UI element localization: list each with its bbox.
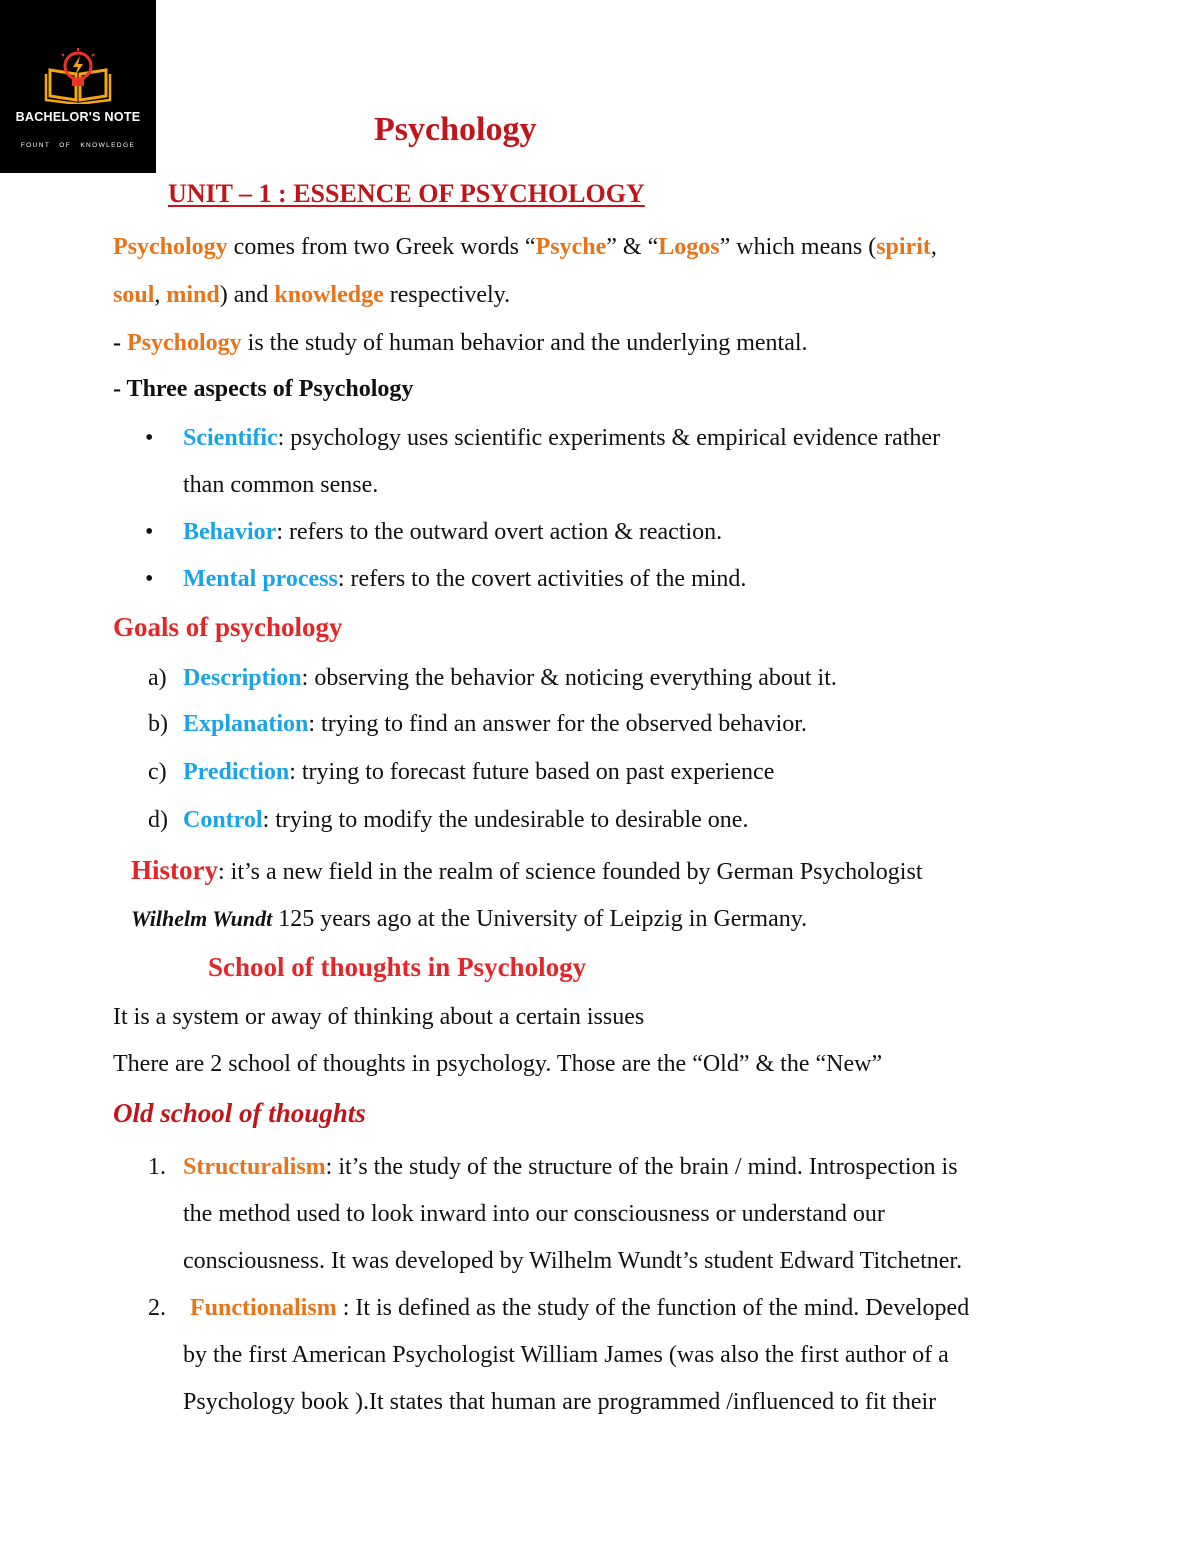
goal-marker: c): [148, 759, 167, 785]
intro-line-1: [113, 235, 937, 259]
term-psychology: Psychology: [113, 234, 228, 260]
aspect-term: Behavior: [183, 519, 277, 545]
school-paragraph: There are 2 school of thoughts in psychology. Those are the “Old” & the “New”: [113, 1051, 883, 1077]
old-item-line: [190, 1296, 969, 1320]
school-heading: School of thoughts in Psychology: [208, 952, 587, 982]
old-item-line: [183, 1155, 958, 1179]
aspect-item: [183, 567, 746, 591]
goal-marker: b): [148, 711, 168, 737]
term-soul: soul: [113, 282, 155, 308]
intro-text: ,: [930, 234, 937, 260]
goal-term: Prediction: [183, 759, 290, 785]
aspect-item: [183, 426, 940, 450]
old-item-line: by the first American Psychologist William James (was also the first author of a: [183, 1342, 949, 1368]
term-spirit: spirit: [876, 234, 931, 260]
history-text: 125 years ago at the University of Leipzig in Germany.: [272, 906, 808, 932]
unit-heading: UNIT – 1 : ESSENCE OF PSYCHOLOGY: [168, 179, 645, 208]
goal-item: [183, 760, 774, 784]
history-text: : it’s a new field in the realm of science founded by German Psychologist: [218, 859, 923, 885]
old-item-line: Psychology book ).It states that human are programmed /influenced to fit their: [183, 1389, 937, 1415]
dash: -: [113, 330, 127, 356]
goal-item: [183, 808, 748, 832]
bullet-marker: •: [145, 566, 154, 592]
intro-text: comes from two Greek words “: [227, 234, 536, 260]
logo-title: BACHELOR'S NOTE: [15, 110, 141, 124]
goal-item: [183, 666, 837, 690]
definition-line: [113, 331, 808, 355]
goal-marker: a): [148, 665, 167, 691]
goal-text: : observing the behavior & noticing everything about it.: [301, 665, 837, 691]
aspect-text: : psychology uses scientific experiments & empirical evidence rather: [277, 425, 941, 451]
history-term: History: [131, 855, 218, 885]
goal-text: : trying to modify the undesirable to desirable one.: [262, 807, 749, 833]
history-line: [131, 857, 922, 884]
goal-text: : trying to find an answer for the observed behavior.: [308, 711, 807, 737]
intro-text: ,: [154, 282, 167, 308]
goal-text: : trying to forecast future based on past experience: [289, 759, 775, 785]
intro-text: ” & “: [606, 234, 659, 260]
goal-term: Explanation: [183, 711, 309, 737]
term-mind: mind: [166, 282, 220, 308]
term-psychology: Psychology: [127, 330, 242, 356]
old-school-heading: Old school of thoughts: [113, 1098, 366, 1128]
intro-text: ” which means (: [719, 234, 877, 260]
goal-marker: d): [148, 807, 168, 833]
aspect-term: Scientific: [183, 425, 278, 451]
goals-heading: Goals of psychology: [113, 612, 343, 642]
old-item-line: consciousness. It was developed by Wilhelm Wundt’s student Edward Titchetner.: [183, 1248, 963, 1274]
school-term: Structuralism: [183, 1154, 326, 1180]
history-line-2: [131, 907, 807, 931]
aspect-text-cont: than common sense.: [183, 472, 379, 498]
intro-text: ) and: [219, 282, 275, 308]
goal-item: [183, 712, 807, 736]
aspect-text: : refers to the covert activities of the mind.: [337, 566, 747, 592]
school-text: : it’s the study of the structure of the brain / mind. Introspection is: [325, 1154, 958, 1180]
school-text: : It is defined as the study of the function of the mind. Developed: [336, 1295, 970, 1321]
term-logos: Logos: [658, 234, 720, 260]
logo-tagline: FOUNT OF KNOWLEDGE: [20, 142, 136, 149]
page-title: Psychology: [374, 111, 537, 148]
intro-text: respectively.: [383, 282, 511, 308]
aspect-term: Mental process: [183, 566, 338, 592]
lightbulb-book-icon: [44, 48, 112, 104]
aspect-item: [183, 520, 722, 544]
list-marker: 2.: [148, 1295, 166, 1321]
goal-term: Description: [183, 665, 302, 691]
definition-text: is the study of human behavior and the underlying mental.: [241, 330, 808, 356]
school-paragraph: It is a system or away of thinking about a certain issues: [113, 1004, 645, 1030]
aspect-text: : refers to the outward overt action & reaction.: [276, 519, 723, 545]
logo: [0, 0, 156, 173]
founder-name: Wilhelm Wundt: [131, 906, 273, 931]
intro-line-2: [113, 283, 510, 307]
bullet-marker: •: [145, 425, 154, 451]
bullet-marker: •: [145, 519, 154, 545]
goal-term: Control: [183, 807, 263, 833]
old-item-line: the method used to look inward into our consciousness or understand our: [183, 1201, 885, 1227]
list-marker: 1.: [148, 1154, 166, 1180]
term-psyche: Psyche: [535, 234, 607, 260]
aspects-heading: - Three aspects of Psychology: [113, 376, 414, 402]
school-term: Functionalism: [190, 1295, 337, 1321]
term-knowledge: knowledge: [274, 282, 384, 308]
